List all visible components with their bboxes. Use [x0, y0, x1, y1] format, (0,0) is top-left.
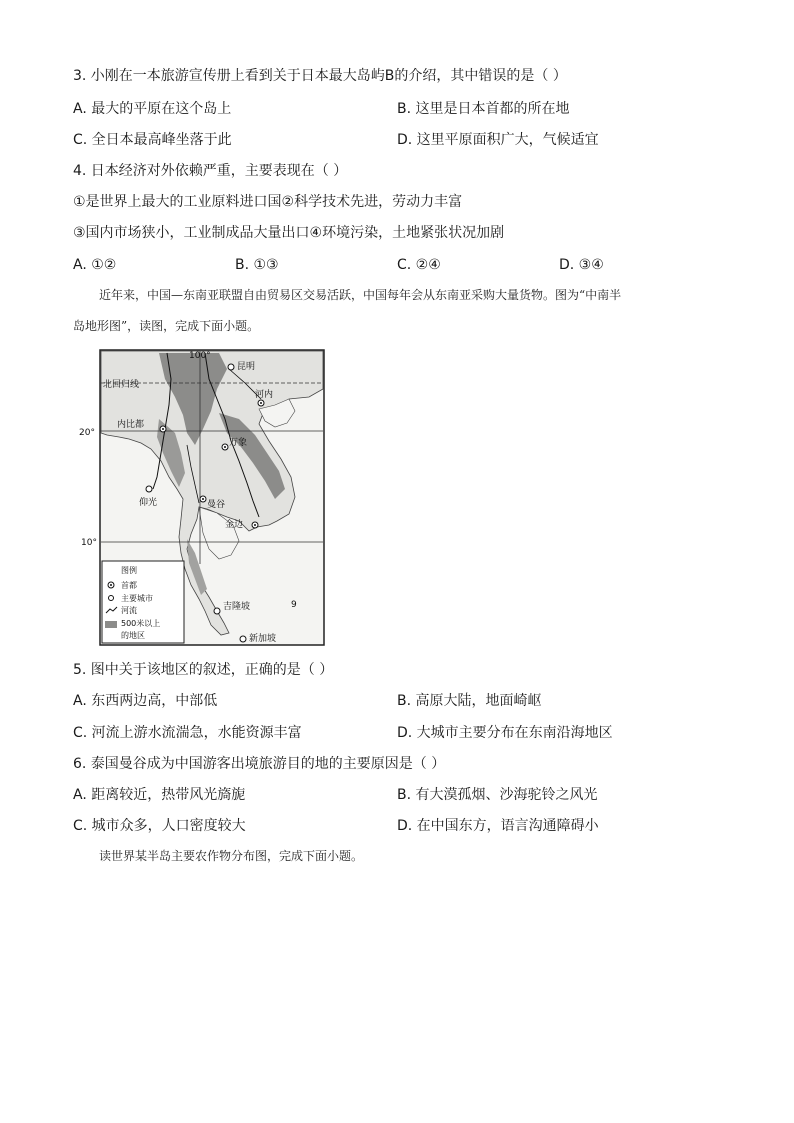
city-vientiane-label: 万象 — [229, 438, 248, 448]
city-singapore-marker — [240, 636, 246, 642]
q4-option-b: B. ①③ — [235, 257, 279, 273]
capital-vientiane-dot — [224, 446, 226, 448]
legend-city-icon — [109, 596, 114, 601]
city-naypyidaw-label: 内比都 — [117, 420, 145, 430]
q3-option-b: B. 这里是日本首都的所在地 — [397, 101, 570, 117]
q6-option-c: C. 城市众多，人口密度较大 — [73, 818, 246, 834]
q4-option-a: A. ①② — [73, 257, 117, 273]
legend-city-label: 主要城市 — [121, 594, 153, 603]
latitude-20-label: 20° — [79, 428, 95, 438]
capital-bangkok-dot — [202, 498, 204, 500]
q5-option-b: B. 高原大陆，地面崎岖 — [397, 693, 542, 709]
q3-option-c: C. 全日本最高峰坐落于此 — [73, 132, 232, 148]
legend-title: 图例 — [121, 566, 137, 575]
q5-option-d: D. 大城市主要分布在东南沿海地区 — [397, 725, 613, 741]
city-kunming-label: 昆明 — [237, 362, 256, 372]
legend-elevation-label-2: 的地区 — [121, 631, 145, 640]
q4-statements-1: ①是世界上最大的工业原料进口国②科学技术先进，劳动力丰富 — [73, 194, 463, 210]
capital-naypyidaw-dot — [162, 428, 164, 430]
city-kunming-marker — [228, 364, 234, 370]
capital-hanoi-dot — [260, 402, 262, 404]
legend-capital-label: 首都 — [121, 581, 137, 590]
q3-option-a: A. 最大的平原在这个岛上 — [73, 101, 232, 117]
sea-mark: 9 — [291, 600, 297, 610]
indochina-terrain-map — [79, 349, 325, 646]
q6-option-a: A. 距离较近，热带风光旖旎 — [73, 787, 246, 803]
q6-option-d: D. 在中国东方，语言沟通障碍小 — [397, 818, 599, 834]
map-intro-line2: 岛地形图”，读图，完成下面小题。 — [73, 319, 260, 333]
q4-statements-2: ③国内市场狭小，工业制成品大量出口④环境污染，土地紧张状况加剧 — [73, 225, 505, 241]
legend-elevation-icon — [105, 621, 117, 628]
q4-stem: 4. 日本经济对外依赖严重，主要表现在（ ） — [73, 163, 348, 179]
q5-option-a: A. 东西两边高，中部低 — [73, 693, 218, 709]
q3-stem: 3. 小刚在一本旅游宣传册上看到关于日本最大岛屿B的介绍，其中错误的是（ ） — [73, 68, 567, 84]
q3-option-d: D. 这里平原面积广大，气候适宜 — [397, 132, 599, 148]
city-kualalumpur-label: 吉隆坡 — [223, 602, 251, 612]
q5-option-c: C. 河流上游水流湍急，水能资源丰富 — [73, 725, 302, 741]
city-singapore-label: 新加坡 — [249, 634, 277, 644]
latitude-10-label: 10° — [81, 538, 97, 548]
city-yangon-marker — [146, 486, 152, 492]
city-bangkok-label: 曼谷 — [207, 500, 226, 510]
capital-phnompenh-dot — [254, 524, 256, 526]
legend-elevation-label-1: 500米以上 — [121, 619, 161, 628]
tropic-label: 北回归线 — [103, 380, 140, 390]
legend-river-label: 河流 — [121, 606, 137, 615]
legend-capital-icon-dot — [110, 584, 112, 586]
longitude-100-label: 100° — [189, 351, 211, 361]
city-yangon-label: 仰光 — [139, 498, 158, 508]
q6-stem: 6. 泰国曼谷成为中国游客出境旅游目的地的主要原因是（ ） — [73, 756, 446, 772]
q5-stem: 5. 图中关于该地区的叙述，正确的是（ ） — [73, 662, 334, 678]
q4-option-d: D. ③④ — [559, 257, 604, 273]
crop-map-intro: 读世界某半岛主要农作物分布图，完成下面小题。 — [99, 849, 364, 863]
map-intro-line1: 近年来，中国—东南亚联盟自由贸易区交易活跃，中国每年会从东南亚采购大量货物。图为“中南半 — [99, 288, 622, 302]
q6-option-b: B. 有大漠孤烟、沙海驼铃之风光 — [397, 787, 598, 803]
city-hanoi-label: 河内 — [255, 390, 274, 400]
capital-kualalumpur-marker — [214, 608, 220, 614]
q4-option-c: C. ②④ — [397, 257, 441, 273]
city-phnompenh-label: 金边 — [225, 520, 244, 530]
